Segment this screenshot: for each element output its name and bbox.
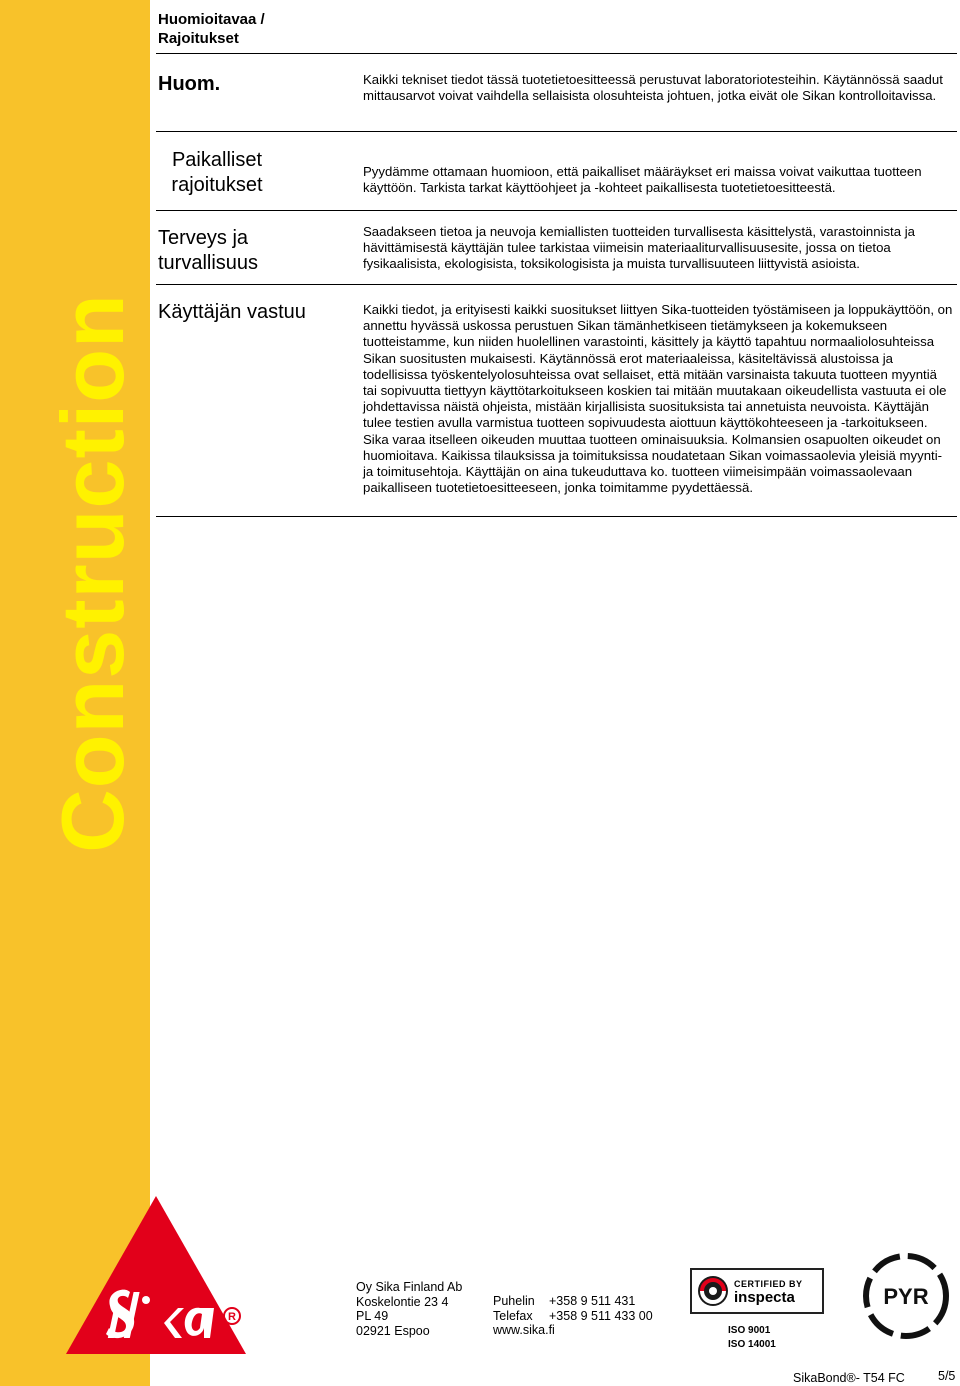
pyr-certification-logo [862,1252,950,1340]
iso-14001-label: ISO 14001 [728,1339,776,1350]
fax-number: +358 9 511 433 00 [549,1308,653,1323]
heading-paikalliset: Paikalliset rajoitukset [171,149,263,196]
paragraph-kayttajan: Kaikki tiedot, ja erityisesti kaikki suositukset liittyen Sika-tuotteiden työstämiseen ja loppukäyttöön, on annettu hyvässä uskossa perustuen Sikan tämänhetkiseen tietämykseen ja kokemukseen tuotteistamme, kun niiden huolellinen varastointi, käsittely ja käyttö tapahtuu normaaliolosuhteissa Sikan suositusten mukaisesti. Käytännössä erot materiaaleissa, käsiteltävissä alustoissa ja todellisissa työskentelyolosuhteissa ovat sellaiset, että mitään varsinaista takuuta tuotteen myyntiä tai sopivuutta tiettyyn käyttötarkoitukseen koskien tai mitään muutakaan oikeudellista vastuuta ei ole johdettavissa näistä ohjeista, mistään kirjallisista suosituksista tai annetuista neuvoista. Käyttäjän tulee testien avulla varmistua tuotteen sopivuudesta aiottuun käyttökohteeseen ja -tarkoitukseen. Sika varaa itselleen oikeuden muuttaa tuotteen ominaisuuksia. Kolmansien osapuolten oikeudet on huomioitava. Kaikissa tilauksissa ja toimituksissa noudatetaan Sikan voimassaolevia yleisiä myynti- ja toimitusehtoja. Käyttäjän on aina tukeuduttava ko. tuotteen viimeisimpään voimassaolevaan paikalliseen tuotetietoesitteeseen, jonka toimitamme pyydettäessä. [363,302,953,496]
divider [156,210,957,211]
paragraph-terveys: Saadakseen tietoa ja neuvoja kemiallisten tuotteiden turvallisesta käsittelystä, varastoinnista ja hävittämisestä käyttäjän tulee tarkistaa viimeisin materiaaliturvallisuusesite, jossa on tietoa fysikaalisista, ekologisista, toksikologisista ja muista turvallisuuteen liittyvistä asioista. [363,224,915,272]
section-title: Huomioitavaa / Rajoitukset [158,11,265,47]
street-address: Koskelontie 23 4 [356,1294,449,1309]
certified-by-label: CERTIFIED BY [734,1279,803,1289]
document-id: SikaBond®- T54 FC [793,1371,905,1385]
pyr-wordmark: PYR [883,1284,929,1309]
paragraph-huom: Kaikki tekniset tiedot tässä tuotetietoesitteessä perustuvat laboratoriotesteihin. Käytännössä saadut mittausarvot voivat vaihdella sellaisista olosuhteista johtuen, jotka eivät ole Sikan kontrolloitavissa. [363,72,943,104]
heading-kayttajan: Käyttäjän vastuu [158,301,306,323]
sika-logo [66,1196,246,1356]
company-name: Oy Sika Finland Ab [356,1280,463,1294]
heading-terveys: Terveys ja turvallisuus [158,227,259,274]
inspecta-wordmark: inspecta [734,1289,795,1306]
construction-vertical-label: Construction [43,292,143,853]
footer-contact [493,1294,653,1338]
page-number: 5/5 [938,1369,956,1383]
paragraph-paikalliset: Pyydämme ottamaan huomioon, että paikalliset määräykset eri maissa voivat vaikuttaa tuotteen käyttöön. Tarkista tarkat käyttöohjeet ja -kohteet paikallisesta tuotetietoesitteestä. [363,164,922,196]
phone-label: Puhelin [493,1294,535,1308]
postcode-city: 02921 Espoo [356,1323,430,1338]
svg-text:R: R [228,1311,236,1323]
inspecta-certification-logo [690,1268,824,1314]
po-box: PL 49 [356,1309,389,1323]
heading-huom: Huom. [158,73,221,95]
iso-9001-label: ISO 9001 [728,1325,771,1336]
fax-label: Telefax [493,1308,533,1323]
divider [156,131,957,132]
footer-address [356,1280,462,1338]
inspecta-mark-icon [696,1274,730,1308]
divider [156,53,957,54]
divider [156,284,957,285]
phone-number: +358 9 511 431 [549,1294,636,1308]
divider [156,516,957,517]
website-link[interactable]: www.sika.fi [493,1323,555,1337]
